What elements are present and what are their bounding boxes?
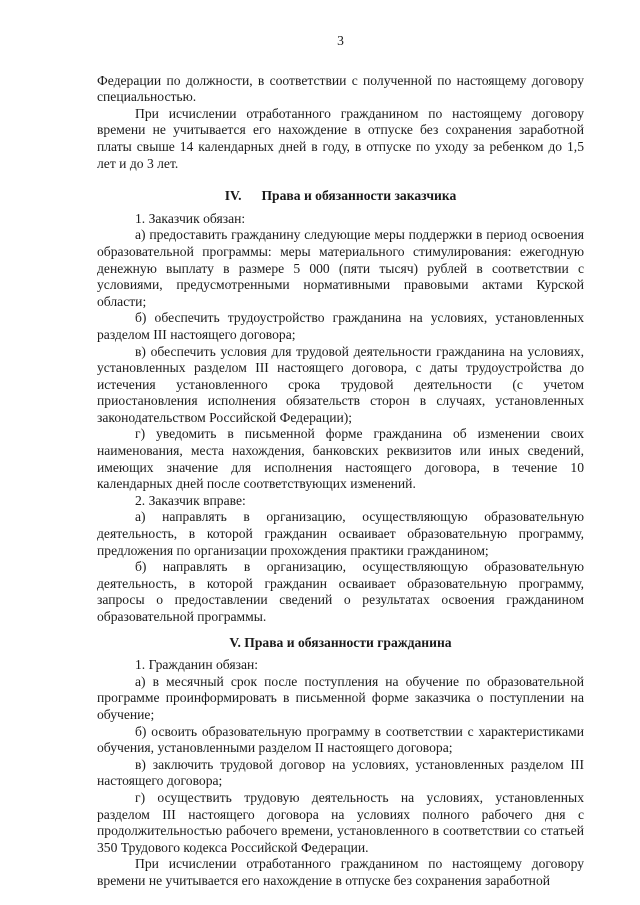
paragraph: При исчислении отработанного гражданином по настоящему договору времени не учитывается его нахождение в отпуске без сохранения заработной <box>97 856 584 888</box>
paragraph: а) в месячный срок после поступления на обучение по образовательной программе проинформировать в письменной форме заказчика о поступлении на обучение; <box>97 673 584 722</box>
paragraph: г) осуществить трудовую деятельность на условиях, установленных разделом III настоящего договора на условиях полного рабочего дня с продолжительностью рабочего времени, установленного в соответствии со статьей 350 Трудового кодекса Российской Федерации. <box>97 789 584 855</box>
section-number: IV. <box>224 188 242 204</box>
paragraph: 2. Заказчик вправе: <box>135 492 246 508</box>
paragraph: б) освоить образовательную программу в соответствии с характеристиками обучения, установленными разделом II настоящего договора; <box>97 723 584 756</box>
paragraph: а) предоставить гражданину следующие меры поддержки в период освоения образовательной программы: меры материального стимулирования: ежегодную денежную выплату в размере 5 000 (пяти тысяч) рублей в соответствии с условиями, предусмотренными нормативными правовыми актами Курской области; <box>97 227 584 309</box>
paragraph-continuation: Федерации по должности, в соответствии с полученной по настоящему договору специальностью. <box>97 72 584 105</box>
paragraph: б) обеспечить трудоустройство гражданина на условиях, установленных разделом III настоящего договора; <box>97 310 584 342</box>
section-heading-4 <box>97 188 584 205</box>
page-number: 3 <box>337 33 344 48</box>
paragraph: При исчислении отработанного гражданином по настоящему договору времени не учитывается его нахождение в отпуске без сохранения заработной платы свыше 14 календарных дней в году, в отпуске по уходу за ребенком до 1,5 лет и до 3 лет. <box>97 105 584 171</box>
document-page <box>97 33 584 890</box>
paragraph: г) уведомить в письменной форме гражданина об изменении своих наименования, места нахождения, банковских реквизитов или иных сведений, имеющих значение для исполнения настоящего договора, в течение 10 календарных дней после соответствующих изменений. <box>97 426 584 492</box>
paragraph: в) заключить трудовой договор на условиях, установленных разделом III настоящего договора; <box>97 756 584 789</box>
paragraph: в) обеспечить условия для трудовой деятельности гражданина на условиях, установленных разделом III настоящего договора, с даты трудоустройства до истечения установленного срока трудовой деятельности (с учетом приостановления исполнения обязательств сторон в случаях, установленных законодательством Российской Федерации); <box>97 343 584 425</box>
paragraph: 1. Заказчик обязан: <box>135 210 246 226</box>
section-heading-5: V. Права и обязанности гражданина <box>229 634 452 650</box>
paragraph: 1. Гражданин обязан: <box>135 657 259 673</box>
paragraph: а) направлять в организацию, осуществляющую образовательную деятельность, в которой гражданин осваивает образовательную программу, предложения по организации прохождения практики гражданином; <box>97 509 584 558</box>
section-title: Права и обязанности заказчика <box>261 188 457 204</box>
paragraph: б) направлять в организацию, осуществляющую образовательную деятельность, в которой гражданин осваивает образовательную программу, запросы о предоставлении сведений о результатах освоения гражданином образовательной программы. <box>97 559 584 624</box>
